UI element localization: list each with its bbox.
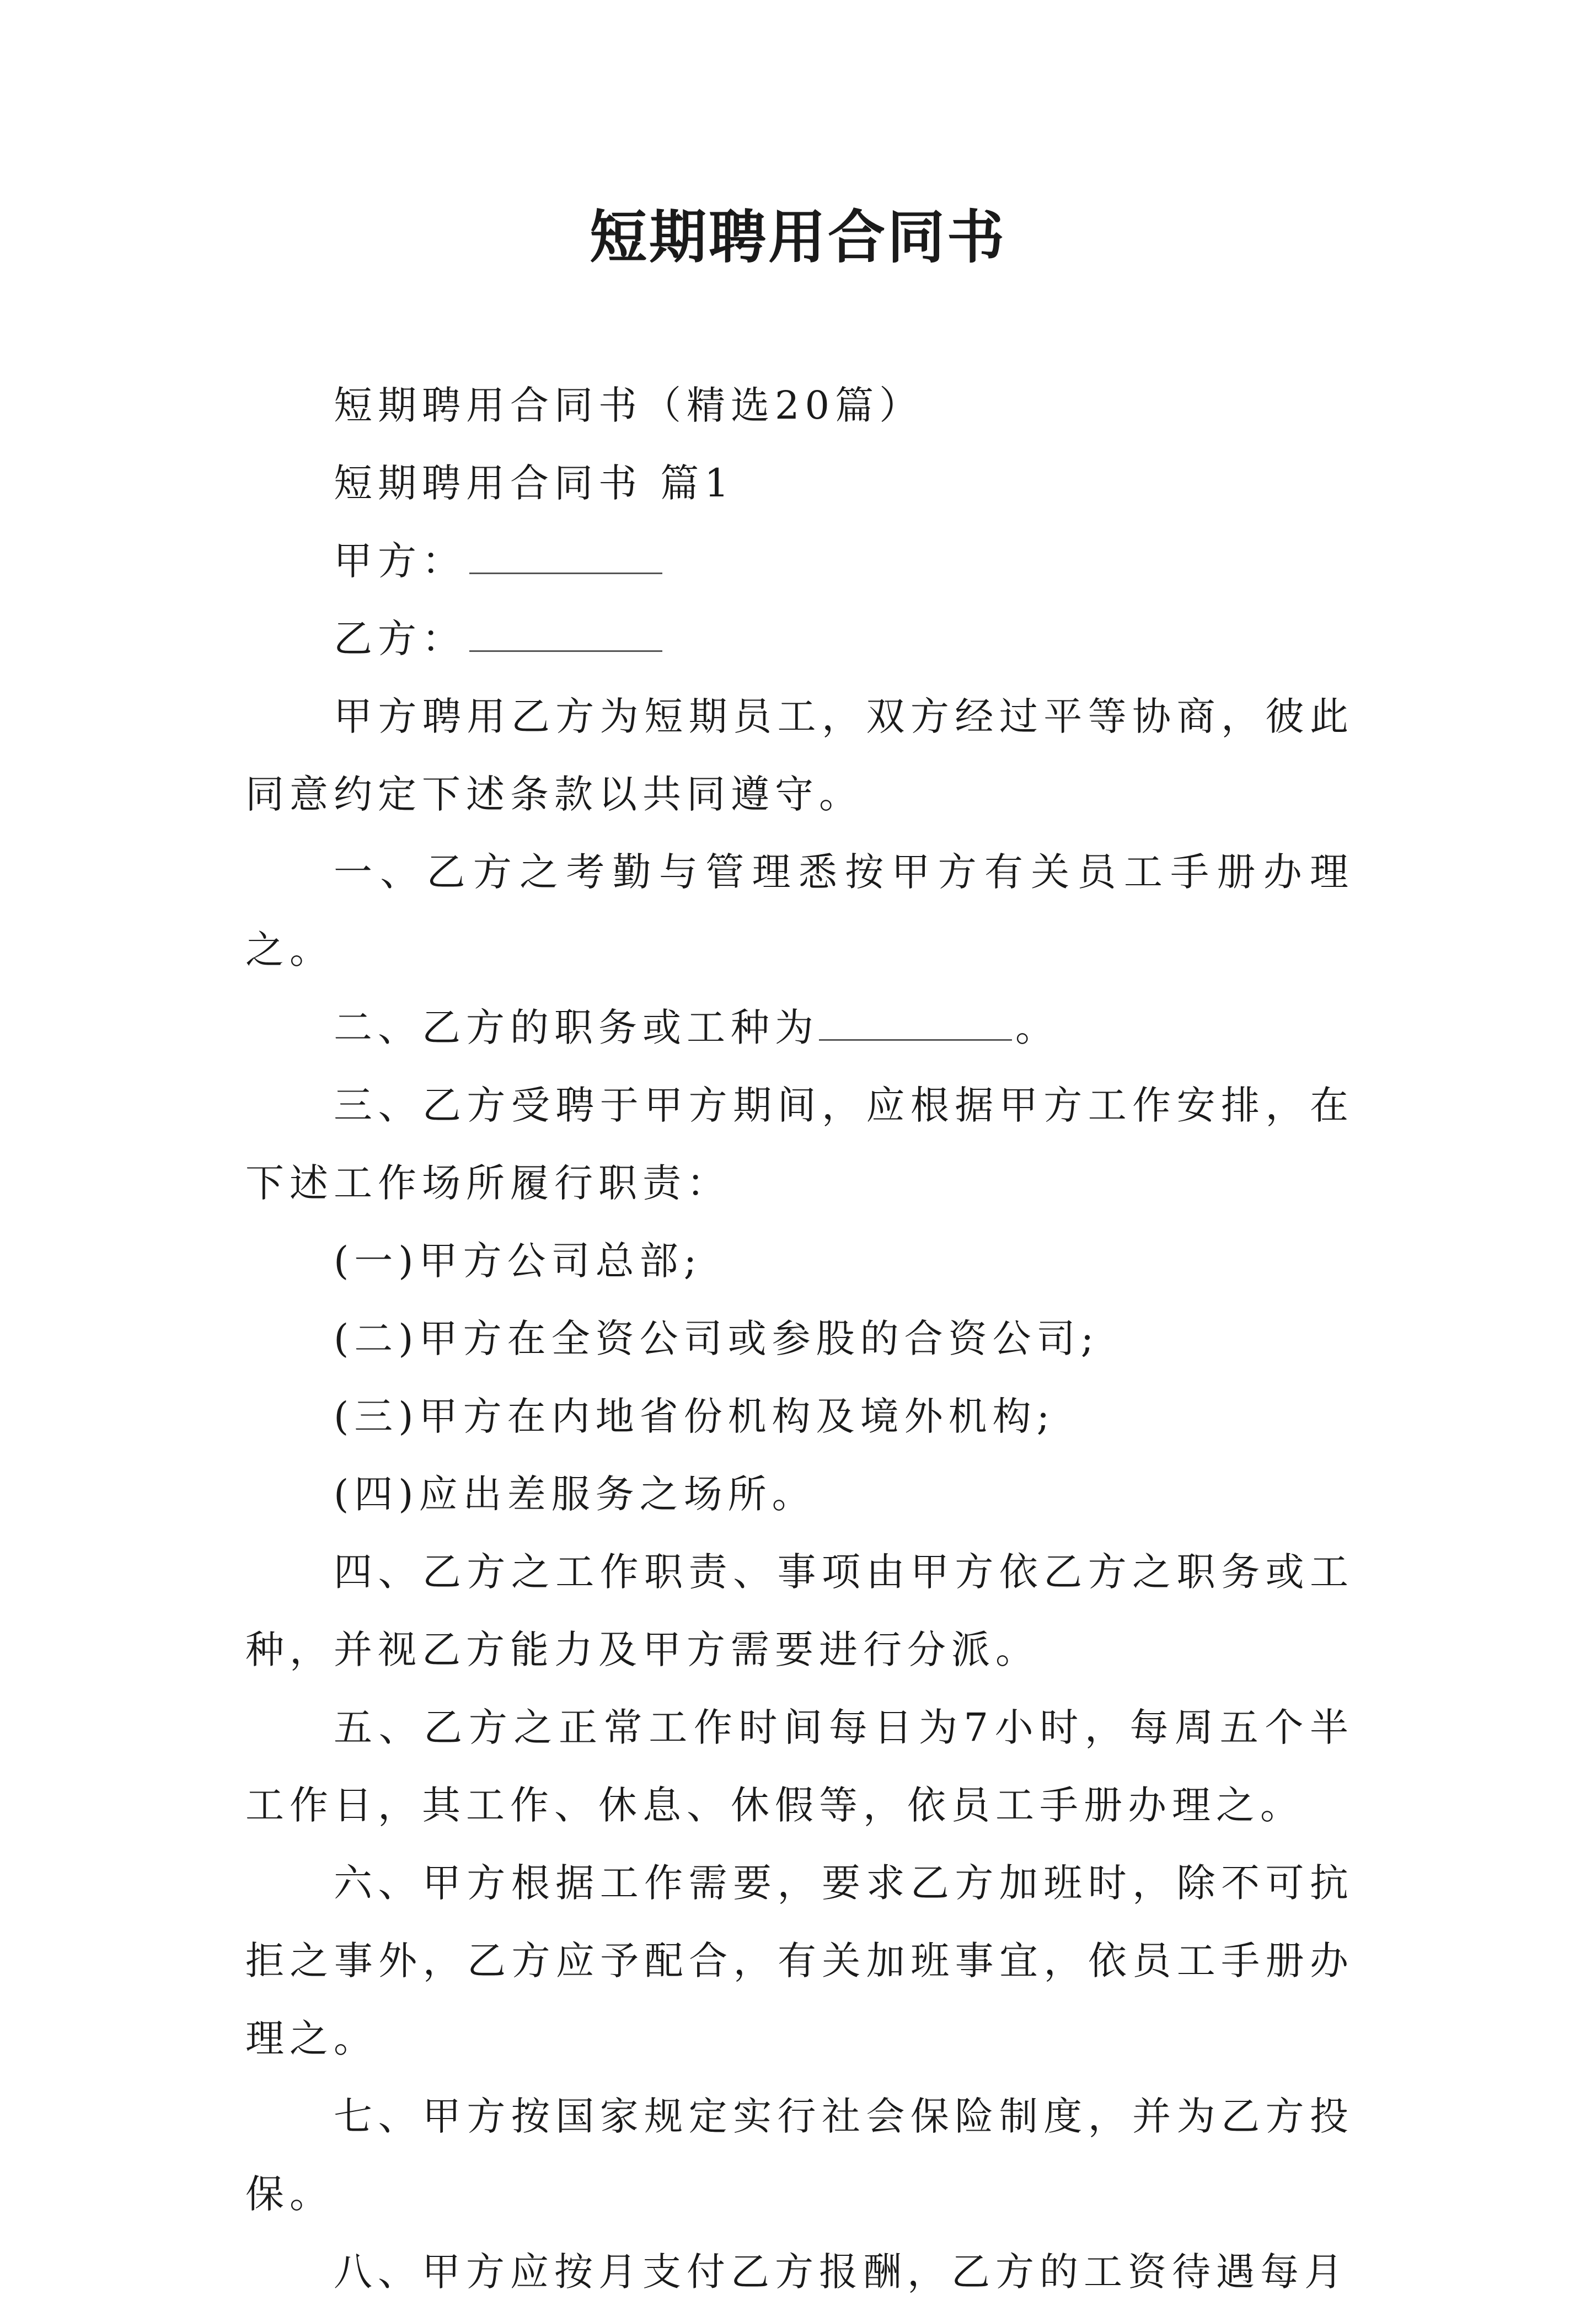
clause-3-item-3: (三)甲方在内地省份机构及境外机构; (334, 1394, 1056, 1439)
party-a-blank (469, 528, 662, 574)
clause-2 (245, 989, 1354, 1067)
clause-4: 四、乙方之工作职责、事项由甲方依乙方之职务或工种，并视乙方能力及甲方需要进行分派。 (245, 1549, 1354, 1672)
intro-paragraph: 甲方聘用乙方为短期员工，双方经过平等协商，彼此同意约定下述条款以共同遵守。 (245, 694, 1354, 817)
party-b-line (245, 600, 1354, 678)
party-b-blank (469, 606, 662, 652)
clause-6: 六、甲方根据工作需要，要求乙方加班时，除不可抗拒之事外，乙方应予配合，有关加班事宜，依员工手册办理之。 (245, 1860, 1354, 2061)
document-body (245, 367, 1354, 2311)
party-b-label: 乙方： (334, 616, 466, 661)
clause-5: 五、乙方之正常工作时间每日为7小时，每周五个半工作日，其工作、休息、休假等，依员工手册办理之。 (245, 1705, 1354, 1828)
position-blank (819, 995, 1012, 1041)
clause-3-item-1: (一)甲方公司总部; (334, 1238, 703, 1283)
clause-2-end: 。 (1015, 1005, 1059, 1050)
clause-3-item-4: (四)应出差服务之场所。 (334, 1472, 816, 1517)
document-title: 短期聘用合同书 (589, 203, 1006, 271)
party-a-label: 甲方： (334, 538, 466, 584)
subtitle: 短期聘用合同书（精选20篇） (334, 383, 924, 428)
clause-7: 七、甲方按国家规定实行社会保险制度，并为乙方投保。 (245, 2094, 1354, 2217)
clause-3-item-2: (二)甲方在全资公司或参股的合资公司; (334, 1316, 1100, 1361)
clause-2-text: 二、乙方的职务或工种为 (334, 1005, 819, 1050)
clause-1: 一、乙方之考勤与管理悉按甲方有关员工手册办理之。 (245, 849, 1354, 972)
party-a-line (245, 522, 1354, 600)
clause-8: 八、甲方应按月支付乙方报酬，乙方的工资待遇每月 (334, 2249, 1348, 2294)
clause-3: 三、乙方受聘于甲方期间，应根据甲方工作安排，在下述工作场所履行职责： (245, 1083, 1354, 1206)
section-heading: 短期聘用合同书 篇1 (334, 461, 735, 506)
